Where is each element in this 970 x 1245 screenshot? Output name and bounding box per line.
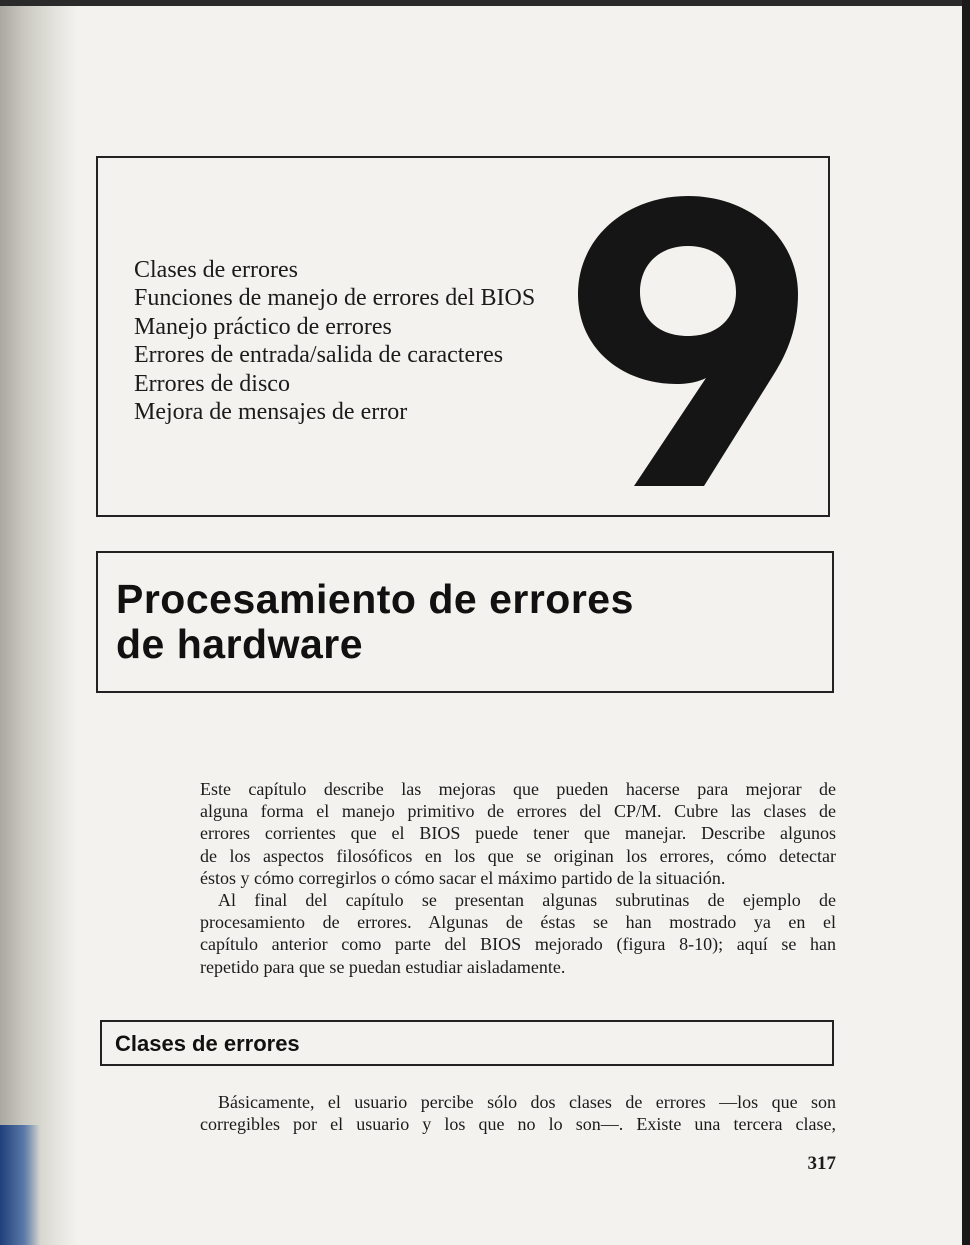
section-paragraph <box>200 1091 836 1135</box>
chapter-title-box <box>96 551 834 693</box>
contents-item: Funciones de manejo de errores del BIOS <box>134 285 536 312</box>
top-edge <box>0 0 970 6</box>
contents-item: Mejora de mensajes de error <box>134 399 408 426</box>
contents-item: Errores de entrada/salida de caracteres <box>134 342 504 369</box>
text-line: capítulo anterior como parte del BIOS mejorado (figura 8-10); aquí se han <box>200 934 836 955</box>
intro-paragraph <box>200 778 836 978</box>
chapter-title <box>116 577 634 667</box>
contents-item: Manejo práctico de errores <box>134 313 392 340</box>
section-heading-box <box>100 1020 834 1066</box>
section-title: Clases de errores <box>115 1031 300 1056</box>
text-line: Al final del capítulo se presentan algunas subrutinas de ejemplo de <box>218 889 836 910</box>
chapter-title-line: Procesamiento de errores <box>116 576 634 622</box>
text-line: corregibles por el usuario y los que no lo son—. Existe una tercera clase, <box>200 1114 836 1135</box>
chapter-number-nine <box>578 194 798 494</box>
right-edge <box>962 0 970 1245</box>
contents-item: Errores de disco <box>134 370 290 397</box>
book-spine-shadow <box>0 0 78 1245</box>
book-cover-edge <box>0 1125 40 1245</box>
contents-item: Clases de errores <box>134 257 298 283</box>
chapter-title-line: de hardware <box>116 621 364 667</box>
text-line: Básicamente, el usuario percibe sólo dos clases de errores —los que son <box>218 1092 836 1112</box>
text-line: alguna forma el manejo primitivo de errores del CP/M. Cubre las clases de <box>200 801 836 822</box>
chapter-contents-list <box>134 256 535 426</box>
text-line: de los aspectos filosóficos en los que se originan los errores, cómo detectar <box>200 845 836 866</box>
chapter-box <box>96 156 830 517</box>
page-number: 317 <box>807 1153 836 1174</box>
text-line: repetido para que se puedan estudiar aisladamente. <box>200 956 566 977</box>
text-line: procesamiento de errores. Algunas de éstas se han mostrado ya en el <box>200 912 836 933</box>
text-line: Este capítulo describe las mejoras que pueden hacerse para mejorar de <box>200 779 836 799</box>
text-line: éstos y cómo corregirlos o cómo sacar el máximo partido de la situación. <box>200 867 726 888</box>
text-line: errores corrientes que el BIOS puede tener que manejar. Describe algunos <box>200 823 836 844</box>
